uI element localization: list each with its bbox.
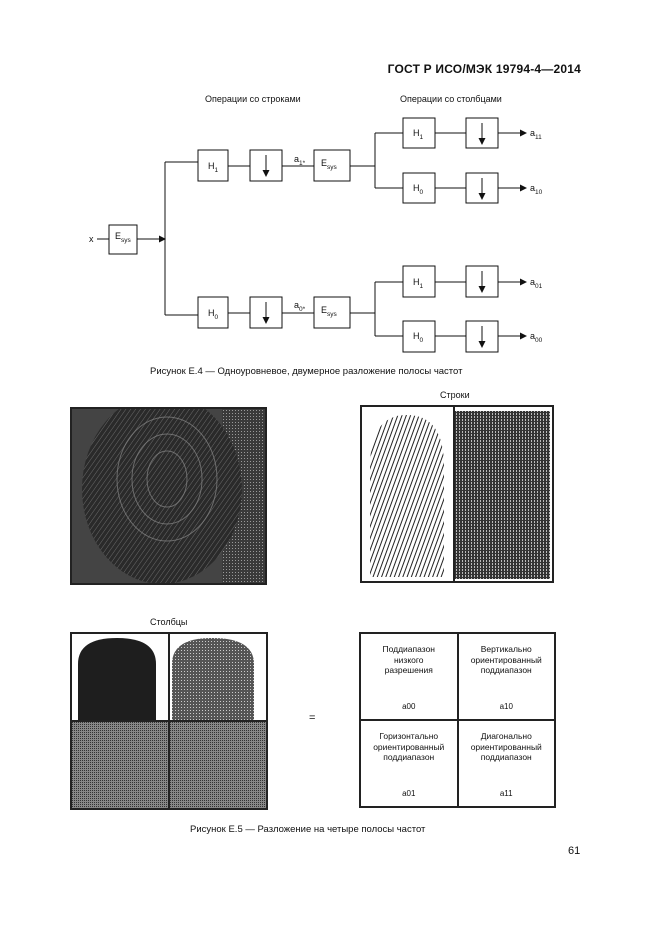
- a01-output: $a_{01}$: [530, 277, 543, 290]
- filter-bank-diagram: [0, 0, 661, 380]
- input-x-label: x: [89, 234, 94, 244]
- subband-cell-a00: Поддиапазон низкого разрешения a00: [361, 634, 457, 719]
- subband-a01-label: a01: [402, 788, 416, 798]
- a1-intermediate-label: $a_{1*}$: [294, 154, 306, 167]
- figure-e4-caption: Рисунок Е.4 — Одноуровневое, двумерное разложение полосы частот: [150, 366, 463, 377]
- subband-cell-a01: Горизонтально ориентированный поддиапазон a01: [361, 721, 457, 806]
- fingerprint-columns-image: [70, 632, 268, 810]
- h1-row-block: $H_1$: [208, 161, 219, 174]
- subband-a00-label: a00: [402, 701, 416, 711]
- fingerprint-original-image: [70, 407, 267, 585]
- columns-title: Столбцы: [150, 617, 188, 627]
- equals-sign: =: [309, 712, 316, 724]
- a00-output: $a_{00}$: [530, 331, 543, 344]
- page-number: 61: [568, 845, 581, 857]
- document-header: ГОСТ Р ИСО/МЭК 19794-4—2014: [387, 62, 581, 76]
- h1-col-block-top: $H_1$: [413, 128, 424, 141]
- esys-bottom-block: $E_{sys}$: [321, 305, 337, 318]
- a0-intermediate-label: $a_{0*}$: [294, 300, 306, 313]
- subband-cell-a10: Вертикально ориентированный поддиапазон a10: [459, 634, 555, 719]
- esys-top-block: $E_{sys}$: [321, 158, 337, 171]
- a10-output: $a_{10}$: [530, 183, 543, 196]
- h0-col-block-bottom: $H_0$: [413, 331, 424, 344]
- subband-legend-grid: [359, 632, 556, 808]
- figure-e5-caption: Рисунок Е.5 — Разложение на четыре полосы частот: [190, 824, 426, 835]
- subband-a11-label: a11: [499, 788, 513, 798]
- subband-a10-label: a10: [499, 701, 513, 711]
- cols-operations-label: Операции со столбцами: [400, 94, 502, 104]
- h1-col-block-bottom: $H_1$: [413, 277, 424, 290]
- h0-row-block: $H_0$: [208, 308, 219, 321]
- h0-col-block-top: $H_0$: [413, 183, 424, 196]
- fingerprint-rows-image: [360, 405, 554, 583]
- rows-operations-label: Операции со строками: [205, 94, 301, 104]
- subband-cell-a11: Диагонально ориентированный поддиапазон a11: [459, 721, 555, 806]
- rows-title: Строки: [440, 390, 470, 400]
- a11-output: $a_{11}$: [530, 128, 542, 141]
- esys-input-block: $E_{sys}$: [115, 231, 131, 244]
